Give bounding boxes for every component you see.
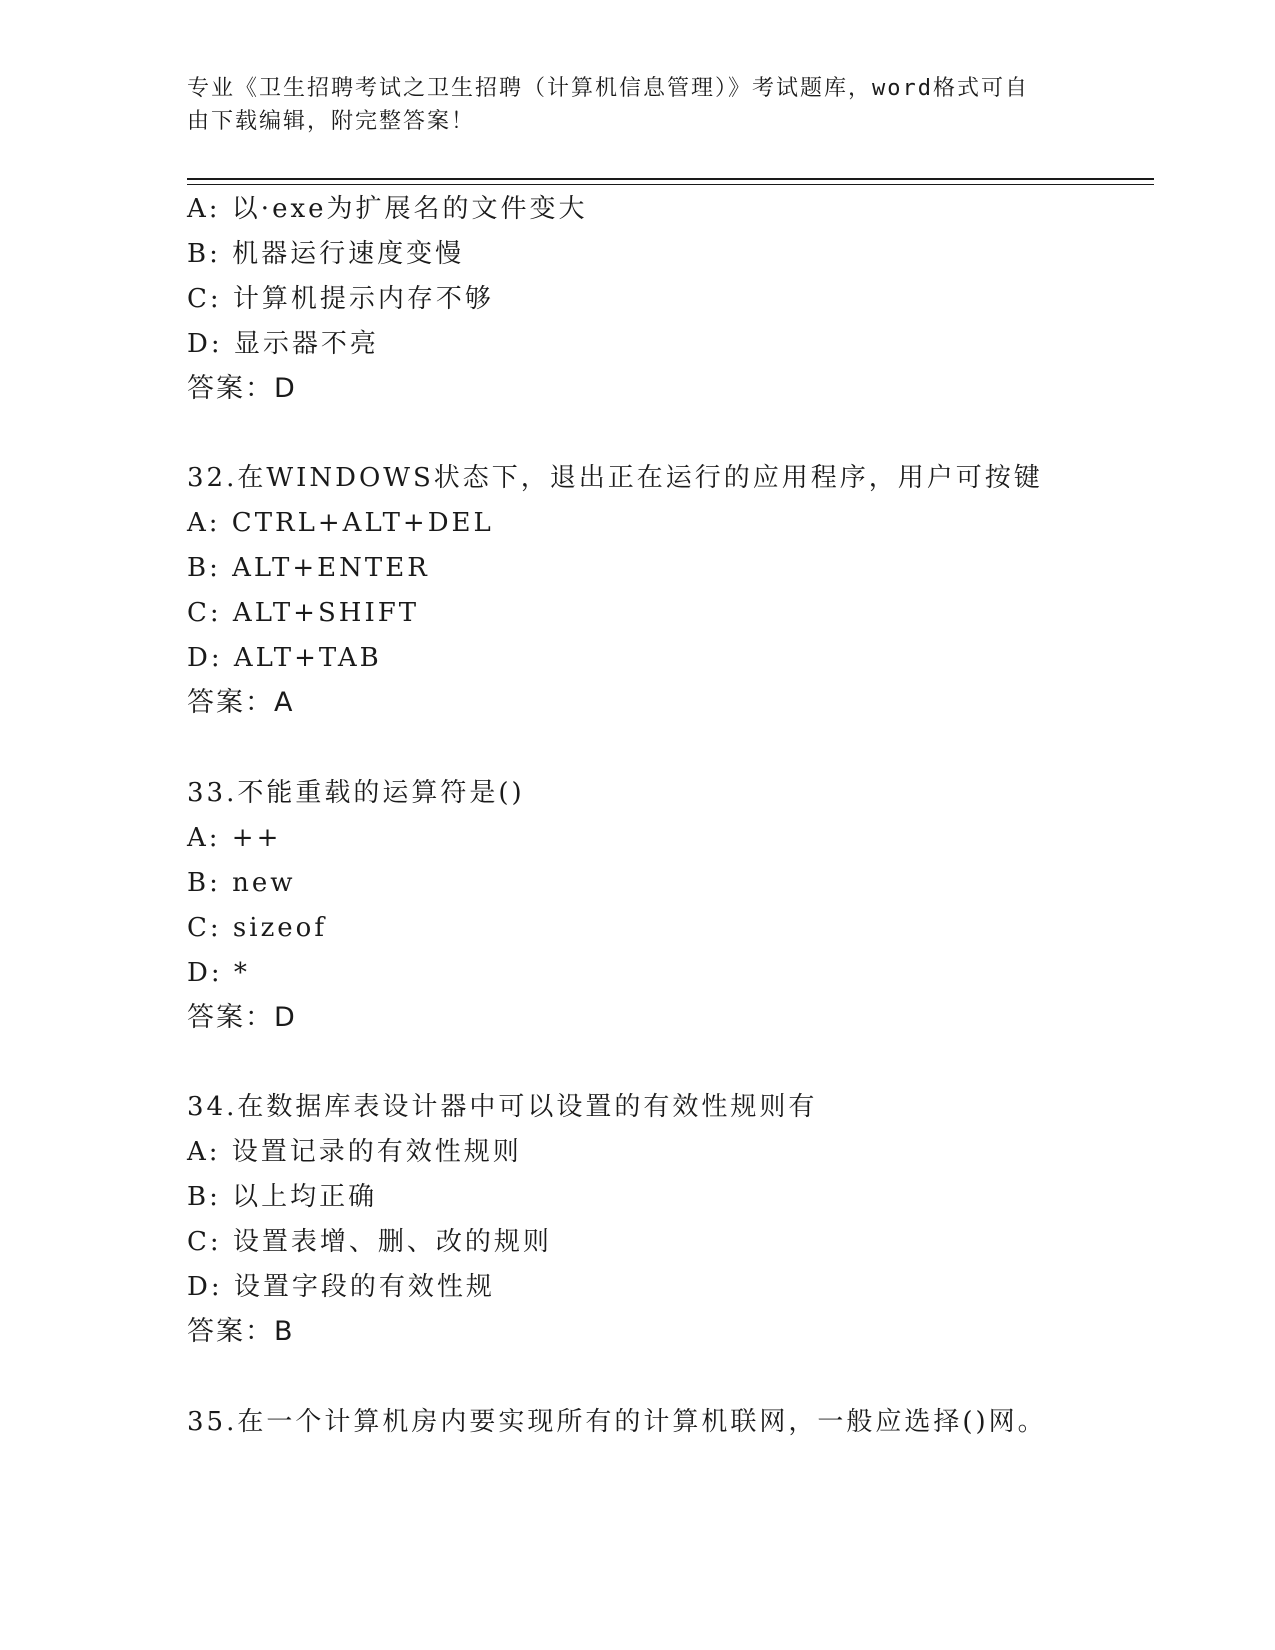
q34-option-d: D: 设置字段的有效性规 xyxy=(187,1272,495,1302)
q32-option-d: D: ALT+TAB xyxy=(187,643,382,673)
q32-answer: 答案：A xyxy=(187,687,295,718)
q34-question: 34.在数据库表设计器中可以设置的有效性规则有 xyxy=(187,1092,818,1122)
q32-option-b: B: ALT+ENTER xyxy=(187,553,430,583)
q32-question: 32.在WINDOWS状态下，退出正在运行的应用程序，用户可按键 xyxy=(187,463,1043,493)
q33-answer: 答案：D xyxy=(187,1002,297,1033)
header-line-1: 专业《卫生招聘考试之卫生招聘（计算机信息管理）》考试题库，word格式可自 xyxy=(187,76,1029,101)
q31-answer: 答案：D xyxy=(187,373,297,404)
q31-option-d: D: 显示器不亮 xyxy=(187,329,379,359)
header-line-2: 由下载编辑，附完整答案！ xyxy=(187,109,476,134)
header-divider-thick xyxy=(187,178,1154,180)
q34-option-c: C: 设置表增、删、改的规则 xyxy=(187,1227,552,1257)
q32-option-a: A: CTRL+ALT+DEL xyxy=(187,508,494,538)
q33-question: 33.不能重载的运算符是() xyxy=(187,778,525,808)
document-header xyxy=(187,72,1067,138)
q33-option-c: C: sizeof xyxy=(187,913,327,943)
q34-option-b: B: 以上均正确 xyxy=(187,1182,378,1212)
q33-option-b: B: new xyxy=(187,868,296,898)
q31-option-b: B: 机器运行速度变慢 xyxy=(187,239,465,269)
q33-option-a: A: ++ xyxy=(187,823,282,853)
q34-option-a: A: 设置记录的有效性规则 xyxy=(187,1137,522,1167)
q32-option-c: C: ALT+SHIFT xyxy=(187,598,420,628)
q33-option-d: D: * xyxy=(187,958,250,988)
q34-answer: 答案：B xyxy=(187,1316,295,1347)
q31-option-a: A: 以·exe为扩展名的文件变大 xyxy=(187,194,588,224)
header-divider-thin xyxy=(187,184,1154,185)
q31-option-c: C: 计算机提示内存不够 xyxy=(187,284,494,314)
q35-question: 35.在一个计算机房内要实现所有的计算机联网，一般应选择()网。 xyxy=(187,1407,1047,1437)
